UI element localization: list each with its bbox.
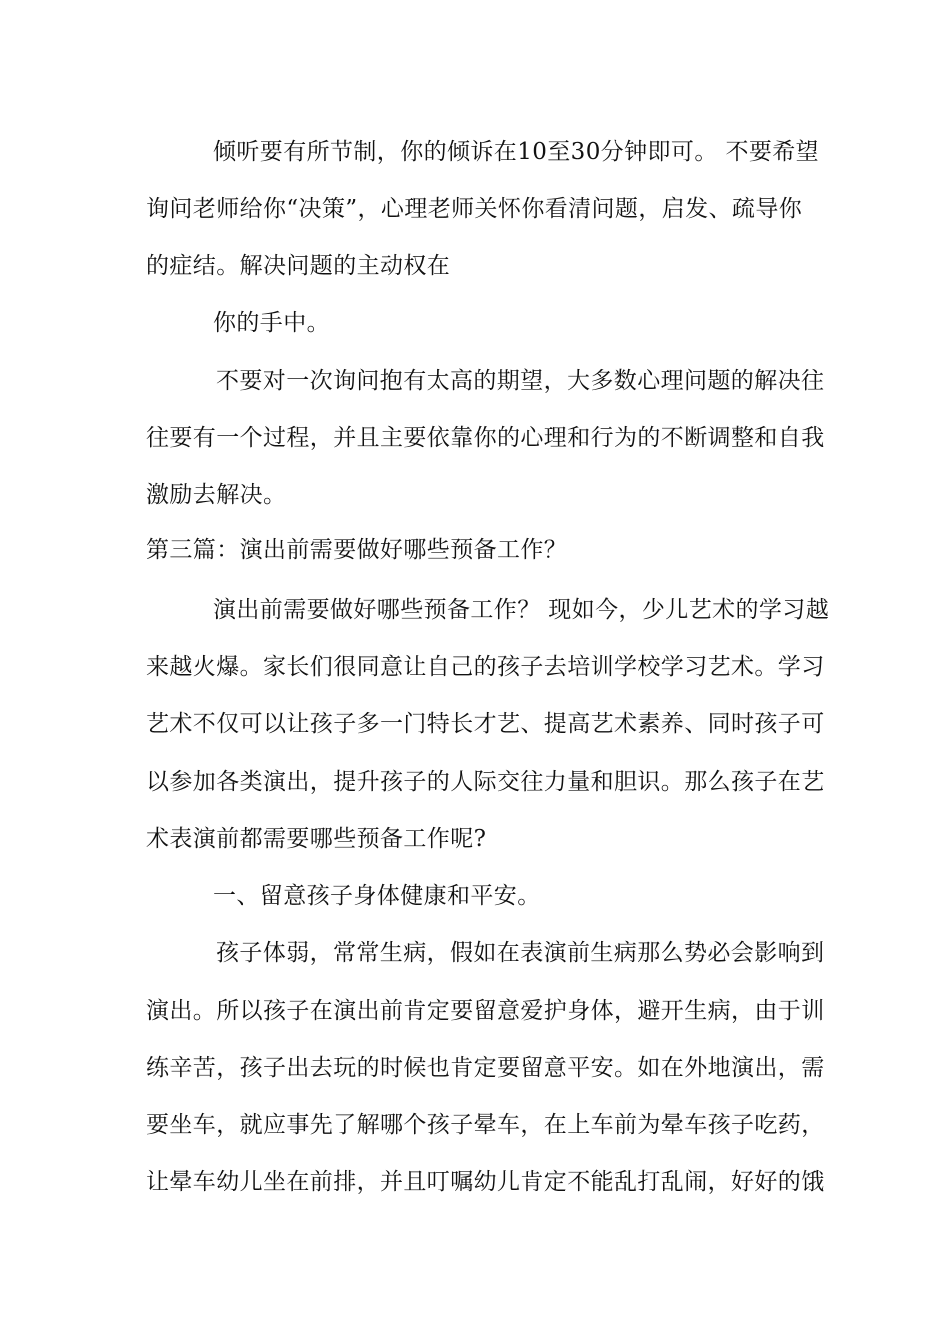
paragraph-line-4: 你的手中。 [213, 310, 330, 336]
paragraph-line-19: 让晕车幼儿坐在前排，并且叮嘱幼儿肯定不能乱打乱闹，好好的饿 [146, 1169, 825, 1195]
paragraph-line-15: 孩子体弱，常常生病，假如在表演前生病那么势必会影响到 [216, 940, 825, 966]
paragraph-line-17: 练辛苦，孩子出去玩的时候也肯定要留意平安。如在外地演出，需 [146, 1055, 825, 1081]
section-heading: 第三篇：演出前需要做好哪些预备工作？ [146, 537, 568, 563]
paragraph-line-5: 不要对一次询问抱有太高的期望，大多数心理问题的解决往 [216, 368, 825, 394]
subheading-line: 一、留意孩子身体健康和平安。 [213, 883, 541, 909]
paragraph-line-16: 演出。所以孩子在演出前肯定要留意爱护身体，避开生病，由于训 [146, 998, 825, 1024]
paragraph-line-3: 的症结。解决问题的主动权在 [146, 253, 451, 279]
paragraph-line-7: 激励去解决。 [146, 482, 287, 508]
paragraph-line-12: 以参加各类演出，提升孩子的人际交往力量和胆识。那么孩子在艺 [146, 769, 825, 795]
paragraph-line-11: 艺术不仅可以让孩子多一门特长才艺、提高艺术素养、同时孩子可 [146, 711, 825, 737]
paragraph-line-18: 要坐车，就应事先了解哪个孩子晕车，在上车前为晕车孩子吃药， [146, 1112, 825, 1138]
paragraph-line-6: 往要有一个过程，并且主要依靠你的心理和行为的不断调整和自我 [146, 425, 825, 451]
paragraph-line-1: 倾听要有所节制，你的倾诉在10至30分钟即可。 不要希望 [213, 139, 820, 165]
paragraph-line-2: 询问老师给你“决策”，心理老师关怀你看清问题，启发、疏导你 [146, 196, 803, 222]
paragraph-line-10: 来越火爆。家长们很同意让自己的孩子去培训学校学习艺术。学习 [146, 654, 825, 680]
paragraph-line-13: 术表演前都需要哪些预备工作呢? [146, 826, 487, 852]
paragraph-line-9: 演出前需要做好哪些预备工作？ 现如今，少儿艺术的学习越 [213, 597, 830, 623]
